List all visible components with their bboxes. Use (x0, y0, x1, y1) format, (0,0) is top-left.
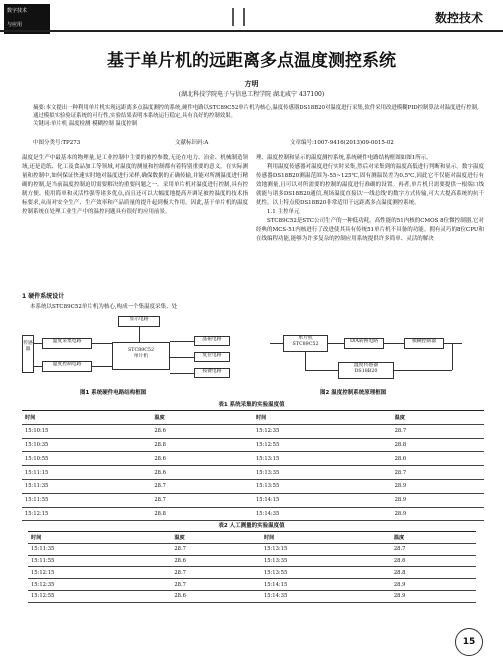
fig1-connector (139, 327, 140, 342)
fig1-connector (170, 341, 194, 342)
table-row (28, 567, 476, 579)
fig2-connector (305, 370, 338, 371)
fig2-connector (305, 352, 306, 370)
table-cell: 15:13:55 (253, 479, 392, 493)
table-cell: 28.7 (392, 466, 484, 480)
section-title: 数控技术 (434, 11, 483, 25)
fig2-sensor-box (338, 362, 394, 379)
table-cell: 28.9 (391, 579, 476, 591)
table-cell: 15:11:55 (28, 555, 171, 567)
table-cell: 28.7 (391, 543, 476, 555)
table-cell: 15:12:55 (253, 438, 392, 452)
page-number: 15 (455, 628, 483, 656)
table-cell: 28.6 (151, 466, 253, 480)
fig1-reset-box: 复位电路 (194, 352, 230, 362)
fig2-connector (384, 343, 404, 344)
table-header-cell: 温度 (171, 532, 261, 544)
fig1-connector (170, 357, 194, 358)
table-cell: 28.8 (391, 567, 476, 579)
table-row (22, 452, 484, 466)
fig2-connector (394, 370, 452, 371)
fig2-sensor-label: 温度传感器 (354, 363, 378, 368)
table-row (22, 466, 484, 480)
document-code: 文献标识码:A (175, 140, 209, 146)
table-cell: 15:10:55 (22, 452, 151, 466)
abstract: 摘要:本文提出一种利用单片机实现远距离多点温度测控的系统,硬件电路以STC89C52单片机为核心,温度传感器DS18B20对温度进行采集,软件采用改进模糊PID控制算法对温度进行控制,通过模拟实验验证系统的可行性,实验结果表明本系统运行稳定,具有良好的控制效果。 (33, 105, 479, 119)
fig1-display-box: 显示电路 (118, 316, 160, 327)
fig1-connector (34, 343, 42, 344)
fig2-mcu-model: STC89C52 (292, 342, 319, 348)
table-row (28, 590, 476, 602)
table-cell: 15:13:35 (261, 555, 391, 567)
table-cell: 15:10:15 (22, 424, 151, 438)
subsection-heading: 1.1 主控单元 (267, 209, 300, 215)
table-header-cell: 温度 (391, 532, 476, 544)
table-row (22, 479, 484, 493)
table-cell: 15:11:35 (28, 543, 171, 555)
table-cell: 28.9 (392, 493, 484, 507)
fig2-mcu-label: 单片机 (298, 336, 313, 341)
header-divider (243, 8, 245, 26)
table-cell: 28.9 (392, 507, 484, 521)
fig1-connector (92, 343, 112, 344)
table-row (22, 507, 484, 521)
table-cell: 15:13:15 (261, 543, 391, 555)
table-cell: 28.6 (171, 555, 261, 567)
table-row (28, 543, 476, 555)
table-cell: 15:12:15 (28, 567, 171, 579)
table-cell: 28.9 (391, 590, 476, 602)
table-header-cell: 温度 (151, 411, 253, 425)
fig1-keys-box: 按键电路 (194, 368, 230, 378)
table-cell: 15:13:15 (253, 452, 392, 466)
table-row (22, 424, 484, 438)
table-header-row (22, 411, 484, 425)
clc-number: 中图分类号:TP273 (33, 140, 81, 146)
table-cell: 15:14:15 (261, 579, 391, 591)
header-divider (232, 8, 234, 26)
author: 方明 (244, 79, 259, 88)
table-1-caption: 表1 系统采集的实验温度值 (218, 402, 285, 408)
table-cell: 28.7 (171, 543, 261, 555)
table-row (28, 555, 476, 567)
mcu-paragraph: STC89C52是STC公司生产的一种低功耗、高性能的51内核的CMOS 8位微控制器,它对经典的MCS-51内核进行了改进使其具有传统51单片机不具备的功能。拥有灵巧的8位CPU和在线编程功能,能够为许多复杂的控制应用系统提供许多简单、灵活的解决 (256, 218, 484, 242)
table-cell: 28.7 (171, 567, 261, 579)
journal-tag-line1: 数字技术 (7, 8, 28, 14)
sensor-paragraph: 利用温度传感器对温度进行实时采集,然后对采集到的温度高低进行判断和显示。数字温度传感器DS18B20测温范围为-55~125℃,固有测温误差为0.5℃,因此它不仅能对温度进行有效地测量,且可以对所需要的控制的温度进行准确的设置。再者,单片机只需要提供一根端口线就能与诸多DS18B20通信,现场温度直接以'一线总线'的数字方式传输,可大大提高系统的抗干扰性。以上特点使DS18B20非常适用于远距离多点温度测控系统。 (256, 164, 484, 206)
fig1-temp-detect-box: 温度采集电路 (42, 338, 92, 349)
table-cell: 15:12:35 (253, 424, 392, 438)
table-row (28, 579, 476, 591)
intro-paragraph: 温度是生产中最基本的物理量,是工业控制中主要的被控参数,无论在电力、冶金、机械制造领域,还是造纸、化工及食品加工等领域,对温度的测量和控制都有着特别重要的意义。在实际测量和控制中,如何保证快速实时地对温度进行采样,确保数据的正确传输,并能对所测温度进行精确的控制,是当前温度控制迫切需要解决的重要问题之一。采用单片机对温度进行控制,具有控制方便、使用简单和灵活性强等诸多优点,而且还可以大幅度地提高开调足被控温度的技术指标要求,从而对安全生产、生产效率和产品质量的提升起到极大作用。因此,基于单片机的温度控制系统在处理工业生产中的温控问题具有很好的应用前景。 (22, 155, 248, 215)
table-2 (28, 531, 476, 603)
keywords: 关键词:单片机 温度检测 模糊控制 温度控制 (33, 121, 137, 127)
table-row (22, 438, 484, 452)
table-cell: 28.7 (151, 493, 253, 507)
fig2-connector (444, 343, 462, 344)
fig1-mcu-label: 单片机 (133, 354, 149, 360)
right-column-text (256, 154, 484, 244)
article-title: 基于单片机的远距离多点温度测控系统 (107, 51, 396, 71)
fig1-connector (92, 366, 112, 367)
section-heading-hardware: 1 硬件系统设计 (22, 293, 65, 300)
table-1 (22, 410, 484, 521)
fig2-mcu-box (283, 335, 328, 352)
fig1-mcu-box (112, 342, 170, 370)
fig1-mcu-model: STC89C52 (127, 348, 155, 353)
article-id: 文章编号:1007-9416(2013)09-0015-02 (290, 140, 394, 146)
table-cell: 15:14:15 (253, 493, 392, 507)
fig1-connector (34, 366, 42, 367)
fig1-connector (170, 373, 194, 374)
table-cell: 15:11:55 (22, 493, 151, 507)
header-rule (0, 30, 503, 32)
table-cell: 15:10:35 (22, 438, 151, 452)
fig1-crystal-box: 晶振电路 (194, 336, 230, 346)
table-cell: 15:12:55 (28, 590, 171, 602)
table-header-row (28, 532, 476, 544)
table-cell: 28.6 (151, 452, 253, 466)
fig2-sensor-model: DS18B20 (354, 369, 378, 375)
table-cell: 15:14:35 (253, 507, 392, 521)
fig2-dac-box: D/A转换电路 (344, 338, 384, 349)
fig2-connector (270, 343, 283, 344)
table-cell: 28.9 (392, 479, 484, 493)
table-cell: 15:13:35 (253, 466, 392, 480)
system-paragraph: 理、温度控制和显示的温度测控系统,系统硬件电路结构框图如图1所示。 (256, 155, 432, 161)
table-cell: 15:12:15 (22, 507, 151, 521)
abstract-block (33, 104, 483, 128)
table-cell: 28.8 (392, 438, 484, 452)
table-cell: 15:13:55 (261, 567, 391, 579)
fig1-sensor-box: 传感器 (22, 335, 34, 373)
table-cell: 28.7 (151, 479, 253, 493)
table-header-cell: 时间 (22, 411, 151, 425)
table-header-cell: 温度 (392, 411, 484, 425)
table-cell: 28.6 (391, 555, 476, 567)
table-cell: 15:11:35 (22, 479, 151, 493)
figure-2-caption: 图2 温度控制系统原理框图 (320, 390, 387, 396)
table-cell: 15:14:35 (261, 590, 391, 602)
table-cell: 28.8 (151, 507, 253, 521)
table-cell: 28.7 (392, 424, 484, 438)
fig2-controller-box: 模糊控制器 (404, 338, 444, 349)
hardware-paragraph: 本系统以STC89C52单片机为核心,构成一个集温度采集、处 (30, 304, 178, 310)
table-cell: 28.8 (151, 438, 253, 452)
journal-tag-line2: 与应用 (7, 22, 23, 28)
fig2-connector (452, 343, 453, 370)
affiliation: (湖北科技学院电子与信息工程学院 湖北咸宁 437100) (178, 91, 325, 98)
table-cell: 28.6 (392, 452, 484, 466)
table-cell: 15:11:15 (22, 466, 151, 480)
table-cell: 15:12:35 (28, 579, 171, 591)
table-header-cell: 时间 (261, 532, 391, 544)
table-2-caption: 表2 人工测量的实验温度值 (218, 523, 285, 529)
fig2-connector (328, 343, 344, 344)
fig1-temp-control-box: 温度控制电路 (42, 361, 92, 372)
table-header-cell: 时间 (28, 532, 171, 544)
figure-1-caption: 图1 系统硬件电路结构框图 (80, 390, 147, 396)
table-header-cell: 时间 (253, 411, 392, 425)
table-cell: 28.6 (171, 590, 261, 602)
table-cell: 28.6 (151, 424, 253, 438)
table-cell: 28.7 (171, 579, 261, 591)
table-row (22, 493, 484, 507)
